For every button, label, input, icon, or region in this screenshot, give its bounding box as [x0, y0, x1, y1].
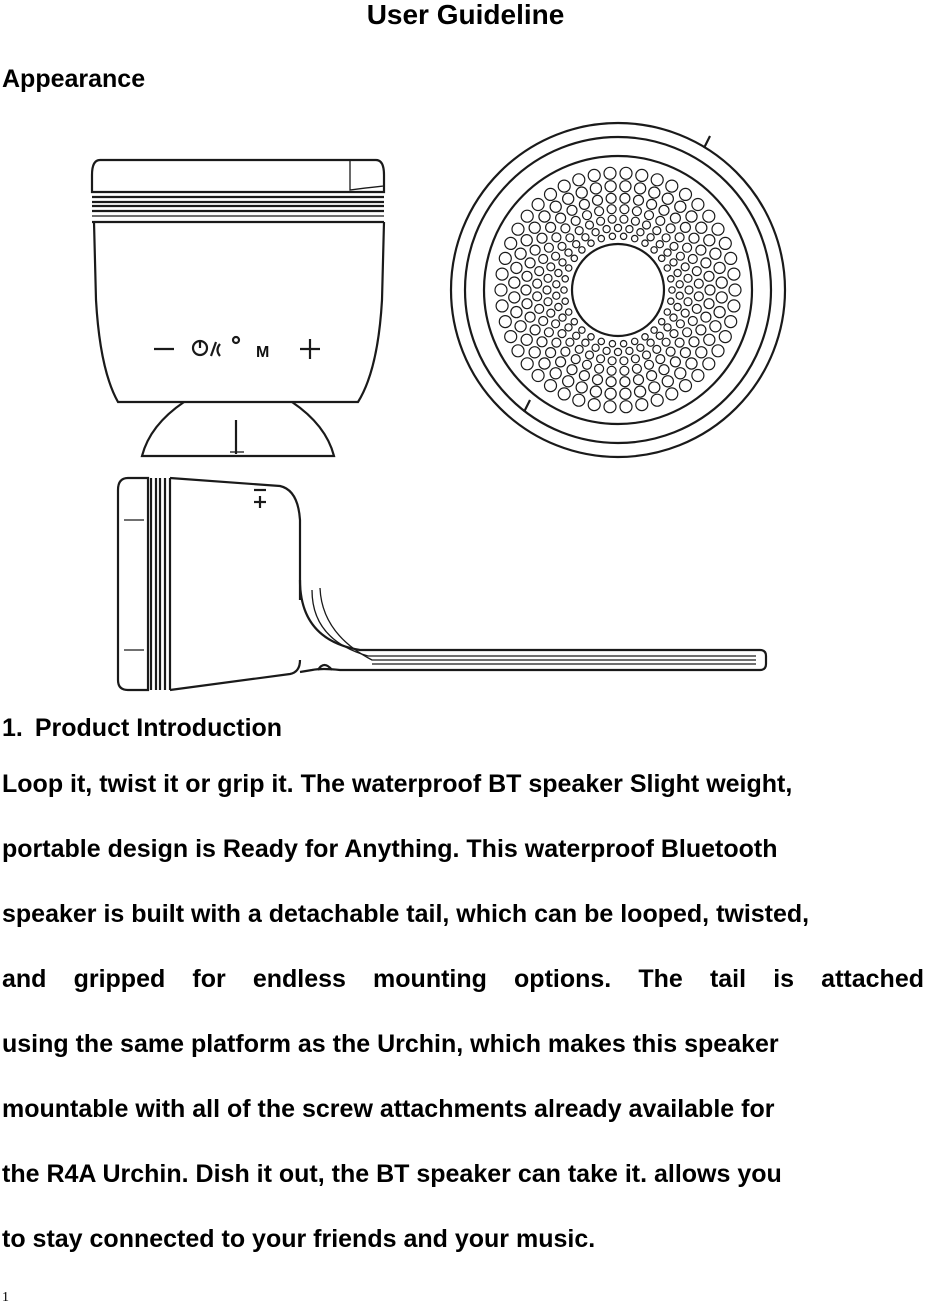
grille-hole	[670, 314, 677, 321]
grille-hole	[680, 348, 690, 358]
grille-hole	[525, 312, 535, 322]
grille-hole	[556, 213, 566, 223]
grille-hole	[575, 345, 583, 353]
grille-hole	[571, 355, 580, 364]
grille-hole	[662, 234, 670, 242]
grille-hole	[647, 234, 654, 241]
grille-hole	[588, 240, 594, 246]
grille-hole	[675, 201, 686, 212]
grille-hole	[607, 205, 616, 214]
grille-hole	[558, 330, 566, 338]
grille-hole	[656, 216, 665, 225]
grille-hole	[669, 287, 675, 293]
grille-hole	[620, 377, 630, 387]
grille-hole	[686, 358, 697, 369]
grille-hole	[576, 187, 587, 198]
grille-hole	[579, 371, 589, 381]
grille-hole	[499, 316, 511, 328]
grille-hole	[681, 309, 689, 317]
grille-hole	[620, 205, 629, 214]
grille-hole	[656, 241, 663, 248]
grille-hole	[676, 320, 684, 328]
grille-hole	[704, 271, 714, 281]
product-introduction-paragraph	[2, 772, 924, 1292]
paragraph-line: the R4A Urchin. Dish it out, the BT speaker can take it. allows you	[2, 1160, 782, 1188]
grille-hole	[575, 227, 583, 235]
grille-hole	[664, 324, 671, 331]
grille-hole	[620, 215, 628, 223]
grille-hole	[637, 229, 644, 236]
grille-hole	[632, 338, 638, 344]
grille-hole	[573, 332, 580, 339]
grille-hole	[676, 292, 683, 299]
grille-hole	[552, 252, 560, 260]
grille-hole	[597, 217, 605, 225]
grille-hole	[662, 193, 673, 204]
grille-hole	[512, 223, 524, 235]
grille-hole	[539, 358, 550, 369]
grille-hole	[609, 233, 615, 239]
grille-hole	[705, 285, 715, 295]
grille-hole	[614, 224, 621, 231]
grille-hole	[692, 304, 701, 313]
grille-hole	[620, 193, 630, 203]
grille-hole	[649, 187, 660, 198]
grille-hole	[573, 174, 585, 186]
grille-hole	[563, 193, 574, 204]
grille-hole	[573, 394, 585, 406]
grille-hole	[719, 331, 731, 343]
grille-hole	[571, 319, 577, 325]
grille-hole	[668, 276, 674, 282]
grille-hole	[656, 332, 663, 339]
grille-hole	[533, 279, 542, 288]
grille-hole	[712, 223, 724, 235]
grille-hole	[592, 344, 599, 351]
grille-hole	[696, 245, 706, 255]
grille-hole	[547, 263, 555, 271]
grille-hole	[521, 285, 531, 295]
grille-hole	[643, 351, 651, 359]
grille-hole	[670, 213, 680, 223]
grille-hole	[647, 199, 657, 209]
grille-hole	[521, 358, 533, 370]
grille-hole	[725, 252, 737, 264]
grille-hole	[692, 370, 704, 382]
grille-hole	[659, 255, 665, 261]
grille-hole	[595, 364, 604, 373]
grille-hole	[533, 292, 542, 301]
grille-hole	[716, 277, 727, 288]
grille-hole	[664, 265, 670, 271]
grille-hole	[529, 347, 540, 358]
grille-hole	[544, 298, 552, 306]
grille-hole	[532, 199, 544, 211]
grille-hole	[566, 338, 574, 346]
grille-hole	[567, 365, 577, 375]
grille-hole	[645, 211, 654, 220]
grille-hole	[555, 269, 562, 276]
grille-hole	[545, 188, 557, 200]
grille-hole	[579, 247, 585, 253]
grille-hole	[593, 195, 603, 205]
grille-hole	[496, 300, 508, 312]
grille-hole	[680, 380, 692, 392]
grille-hole	[659, 319, 665, 325]
grille-hole	[546, 222, 556, 232]
grille-hole	[704, 334, 715, 345]
grille-hole	[714, 307, 725, 318]
grille-hole	[530, 325, 540, 335]
grille-hole	[620, 366, 629, 375]
page-number: 1	[2, 1290, 9, 1305]
grille-hole	[558, 242, 566, 250]
grille-hole	[515, 248, 526, 259]
grille-hole	[543, 286, 551, 294]
grille-hole	[696, 222, 707, 233]
grille-hole	[512, 345, 524, 357]
grille-hole	[626, 347, 633, 354]
grille-hole	[696, 325, 706, 335]
grille-hole	[576, 382, 587, 393]
grille-hole	[552, 233, 561, 242]
grille-hole	[620, 167, 632, 179]
grille-hole	[636, 399, 648, 411]
grille-hole	[565, 249, 572, 256]
grille-hole	[674, 269, 681, 276]
grille-hole	[647, 339, 654, 346]
grille-hole	[539, 255, 548, 264]
grille-hole	[505, 237, 517, 249]
grille-hole	[649, 382, 660, 393]
product-introduction-heading	[2, 712, 282, 744]
grille-hole	[495, 284, 507, 296]
grille-hole	[728, 300, 740, 312]
grille-hole	[666, 388, 678, 400]
grille-hole	[664, 309, 670, 315]
grille-hole	[535, 267, 544, 276]
grille-hole	[676, 281, 683, 288]
grille-hole	[544, 328, 553, 337]
speaker-front-view	[92, 160, 384, 456]
grille-hole	[614, 348, 621, 355]
grille-hole	[546, 348, 556, 358]
grille-hole	[606, 377, 616, 387]
grille-hole	[545, 380, 557, 392]
grille-hole	[562, 276, 568, 282]
grille-hole	[701, 258, 711, 268]
grille-hole	[666, 224, 675, 233]
grille-hole	[620, 357, 628, 365]
grille-hole	[635, 183, 646, 194]
paragraph-line: to stay connected to your friends and your music.	[2, 1225, 596, 1253]
grille-hole	[547, 309, 555, 317]
grille-hole	[579, 327, 585, 333]
grille-hole	[555, 303, 562, 310]
grille-hole	[558, 388, 570, 400]
grille-hole	[647, 371, 657, 381]
grille-hole	[692, 199, 704, 211]
grille-hole	[537, 337, 547, 347]
grille-hole	[588, 334, 594, 340]
appearance-heading: Appearance	[2, 65, 146, 93]
grille-hole	[666, 347, 675, 356]
grille-hole	[683, 328, 692, 337]
section-title: Product Introduction	[34, 714, 283, 742]
grille-hole	[603, 226, 610, 233]
grille-hole	[605, 388, 616, 399]
grille-hole	[729, 284, 741, 296]
grille-hole	[515, 321, 526, 332]
grille-hole	[583, 360, 592, 369]
grille-hole	[634, 375, 644, 385]
grille-hole	[631, 355, 639, 363]
grille-hole	[631, 217, 639, 225]
grille-hole	[684, 298, 692, 306]
grille-hole	[535, 304, 544, 313]
grille-hole	[561, 224, 570, 233]
grille-hole	[716, 292, 727, 303]
grille-hole	[642, 240, 648, 246]
grille-hole	[653, 345, 661, 353]
grille-hole	[662, 376, 673, 387]
grille-hole	[688, 317, 697, 326]
grille-hole	[704, 299, 714, 309]
grille-hole	[590, 386, 601, 397]
grille-hole	[694, 292, 703, 301]
grille-hole	[567, 205, 577, 215]
grille-hole	[637, 344, 644, 351]
grille-hole	[692, 267, 701, 276]
grille-hole	[662, 338, 670, 346]
grille-hole	[604, 167, 616, 179]
grille-hole	[670, 357, 680, 367]
paragraph-line: portable design is Ready for Anything. This waterproof Bluetooth	[2, 835, 778, 863]
grille-hole	[725, 316, 737, 328]
grille-hole	[565, 324, 572, 331]
grille-hole	[632, 235, 638, 241]
grille-hole	[559, 314, 566, 321]
grille-hole	[556, 357, 566, 367]
grille-hole	[562, 298, 568, 304]
grille-hole	[539, 211, 550, 222]
grille-hole	[714, 262, 725, 273]
grille-hole	[604, 401, 616, 413]
grille-hole	[532, 370, 544, 382]
grille-hole	[550, 368, 561, 379]
grille-hole	[608, 215, 616, 223]
grille-hole	[588, 169, 600, 181]
grille-hole	[620, 181, 631, 192]
grille-hole	[674, 303, 681, 310]
grille-hole	[586, 351, 594, 359]
grille-hole	[620, 388, 631, 399]
paragraph-line: using the same platform as the Urchin, which makes this speaker	[2, 1030, 779, 1058]
grille-hole	[620, 341, 626, 347]
grille-hole	[586, 221, 594, 229]
grille-hole	[582, 339, 589, 346]
grille-hole	[703, 210, 715, 222]
grille-hole	[686, 211, 697, 222]
mode-button-label: M	[256, 344, 270, 361]
grille-hole	[684, 274, 692, 282]
grille-hole	[552, 320, 560, 328]
grille-hole	[561, 287, 567, 293]
grille-hole	[675, 368, 686, 379]
grille-hole	[656, 355, 665, 364]
grille-hole	[537, 233, 547, 243]
grille-hole	[642, 334, 648, 340]
grille-hole	[561, 347, 570, 356]
grille-hole	[521, 334, 532, 345]
grille-hole	[608, 357, 616, 365]
grille-hole	[499, 252, 511, 264]
grille-hole	[683, 243, 692, 252]
grille-hole	[609, 341, 615, 347]
grille-hole	[566, 309, 572, 315]
grille-hole	[521, 235, 532, 246]
grille-hole	[603, 347, 610, 354]
grille-hole	[670, 242, 678, 250]
grille-hole	[689, 233, 699, 243]
grille-hole	[592, 229, 599, 236]
grille-hole	[530, 245, 540, 255]
grille-hole	[525, 258, 535, 268]
grille-hole	[522, 299, 532, 309]
paragraph-line: speaker is built with a detachable tail, which can be looped, twisted,	[2, 900, 810, 928]
grille-hole	[598, 235, 604, 241]
grille-hole	[550, 201, 561, 212]
grille-hole	[719, 237, 731, 249]
grille-hole	[571, 255, 577, 261]
grille-hole	[582, 234, 589, 241]
grille-hole	[659, 205, 669, 215]
grille-hole	[701, 312, 711, 322]
grille-hole	[529, 222, 540, 233]
grille-hole	[620, 401, 632, 413]
grille-hole	[620, 233, 626, 239]
paragraph-line: and gripped for endless mounting options. The tail is attached	[2, 965, 924, 993]
grille-hole	[539, 317, 548, 326]
speaker-side-view	[118, 478, 766, 690]
grille-hole	[511, 307, 522, 318]
grille-hole	[566, 234, 574, 242]
grille-hole	[651, 394, 663, 406]
grille-hole	[680, 222, 690, 232]
grille-hole	[544, 274, 552, 282]
grille-hole	[632, 364, 641, 373]
grille-hole	[634, 195, 644, 205]
grille-hole	[681, 263, 689, 271]
grille-hole	[680, 188, 692, 200]
grille-hole	[688, 255, 697, 264]
grille-hole	[675, 338, 684, 347]
grille-hole	[606, 193, 616, 203]
grille-hole	[668, 298, 674, 304]
grille-hole	[559, 259, 566, 266]
grille-hole	[670, 259, 677, 266]
grille-hole	[653, 227, 661, 235]
grille-hole	[689, 337, 699, 347]
grille-hole	[509, 292, 520, 303]
grille-hole	[552, 338, 561, 347]
grille-hole	[636, 169, 648, 181]
section-number: 1.	[2, 714, 23, 742]
paragraph-line: mountable with all of the screw attachments already available for	[2, 1095, 775, 1123]
grille-hole	[712, 345, 724, 357]
grille-hole	[696, 347, 707, 358]
grille-hole	[553, 292, 560, 299]
grille-hole	[676, 252, 684, 260]
grille-hole	[632, 207, 641, 216]
grille-hole	[605, 181, 616, 192]
grille-hole	[521, 210, 533, 222]
grille-hole	[597, 355, 605, 363]
grille-hole	[511, 262, 522, 273]
grille-hole	[675, 233, 684, 242]
grille-hole	[670, 330, 678, 338]
grille-hole	[544, 243, 553, 252]
grille-hole	[522, 271, 532, 281]
paragraph-line: Loop it, twist it or grip it. The waterproof BT speaker Slight weight,	[2, 770, 793, 798]
grille-hole	[588, 399, 600, 411]
grille-hole	[728, 268, 740, 280]
grille-hole	[607, 366, 616, 375]
grille-hole	[651, 174, 663, 186]
grille-hole	[651, 247, 657, 253]
grille-hole	[595, 207, 604, 216]
grille-hole	[579, 199, 589, 209]
grille-hole	[635, 386, 646, 397]
grille-hole	[694, 279, 703, 288]
grille-hole	[509, 277, 520, 288]
grille-hole	[704, 235, 715, 246]
grille-hole	[710, 321, 721, 332]
grille-hole	[710, 248, 721, 259]
grille-hole	[685, 286, 693, 294]
grille-hole	[593, 375, 603, 385]
grille-hole	[571, 216, 580, 225]
grille-hole	[590, 183, 601, 194]
speaker-appearance-figure	[0, 112, 931, 702]
grille-hole	[583, 211, 592, 220]
speaker-grille-view	[451, 123, 785, 457]
grille-hole	[496, 268, 508, 280]
grille-hole	[553, 281, 560, 288]
grille-hole	[626, 226, 633, 233]
grille-hole	[703, 358, 715, 370]
grille-hole	[645, 360, 654, 369]
document-title: User Guideline	[366, 0, 565, 30]
grille-hole	[643, 221, 651, 229]
grille-hole	[651, 327, 657, 333]
grille-holes	[495, 167, 741, 412]
grille-hole	[566, 265, 572, 271]
grille-hole	[664, 249, 671, 256]
grille-hole	[573, 241, 580, 248]
grille-hole	[666, 180, 678, 192]
grille-hole	[598, 338, 604, 344]
grille-hole	[563, 376, 574, 387]
grille-hole	[505, 331, 517, 343]
grille-hole	[659, 365, 669, 375]
grille-hole	[558, 180, 570, 192]
